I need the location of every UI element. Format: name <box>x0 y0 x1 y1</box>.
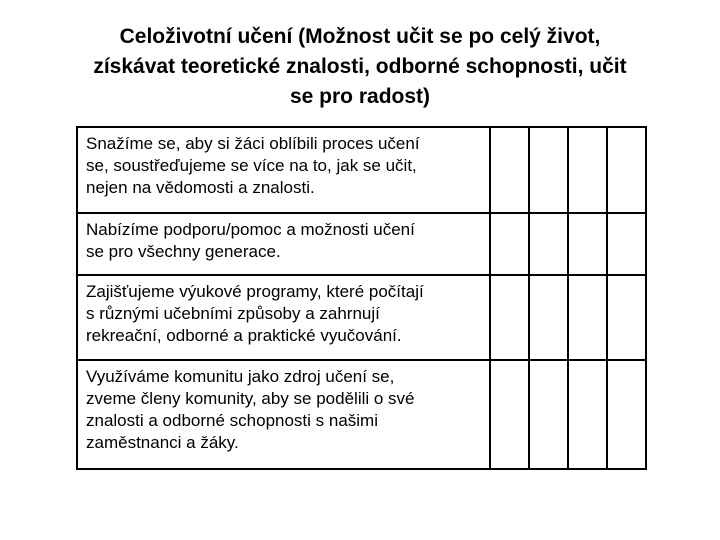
rating-cell <box>607 213 646 275</box>
rating-cell <box>490 360 529 469</box>
statement-cell <box>77 127 490 213</box>
rating-cell <box>607 360 646 469</box>
table-row <box>77 213 646 275</box>
title-line: se pro radost) <box>289 85 431 108</box>
rating-cell <box>490 213 529 275</box>
statement-cell <box>77 275 490 360</box>
rating-cell <box>568 127 607 213</box>
table-row <box>77 360 646 469</box>
statement-line: zaměstnanci a žáky. <box>86 433 239 452</box>
statement-line: Snažíme se, aby si žáci oblíbili proces učení <box>86 134 420 153</box>
statement-line: se, soustřeďujeme se více na to, jak se učit, <box>86 156 417 175</box>
statement-cell <box>77 360 490 469</box>
statement-line: nejen na vědomosti a znalosti. <box>86 178 315 197</box>
statement-line: zveme členy komunity, aby se podělili o své <box>86 389 415 408</box>
rating-cell <box>529 360 568 469</box>
statement-line: se pro všechny generace. <box>86 242 281 261</box>
rating-cell <box>529 213 568 275</box>
rating-cell <box>568 213 607 275</box>
rating-cell <box>607 275 646 360</box>
table-row <box>77 127 646 213</box>
statement-line: rekreační, odborné a praktické vyučování. <box>86 326 402 345</box>
rating-cell <box>568 360 607 469</box>
statement-line: s různými učebními způsoby a zahrnují <box>86 304 380 323</box>
rating-cell <box>607 127 646 213</box>
slide-title <box>30 22 690 112</box>
statement-line: Využíváme komunitu jako zdroj učení se, <box>86 367 395 386</box>
statement-line: Nabízíme podporu/pomoc a možnosti učení <box>86 220 415 239</box>
rating-table <box>76 126 647 470</box>
statement-line: Zajišťujeme výukové programy, které počítají <box>86 282 424 301</box>
rating-cell <box>490 127 529 213</box>
statement-cell <box>77 213 490 275</box>
title-line: Celoživotní učení (Možnost učit se po celý život, <box>119 25 601 48</box>
rating-cell <box>529 275 568 360</box>
rating-cell <box>490 275 529 360</box>
rating-cell <box>529 127 568 213</box>
rating-cell <box>568 275 607 360</box>
statement-line: znalosti a odborné schopnosti s našimi <box>86 411 378 430</box>
table-row <box>77 275 646 360</box>
title-line: získávat teoretické znalosti, odborné schopnosti, učit <box>93 55 627 78</box>
